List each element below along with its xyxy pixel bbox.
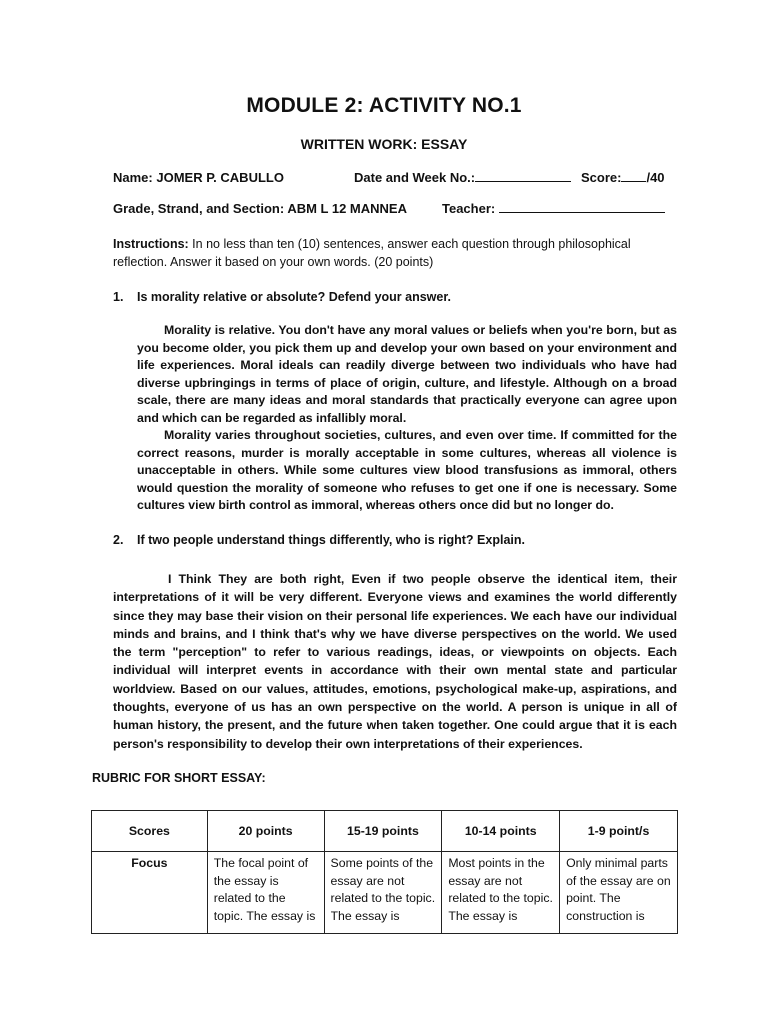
answer-paragraph: Morality is relative. You don't have any moral values or beliefs when you're born, but as you become older, you pick them up and develop your own based on your environment and life experiences. Moral ideals can readily diverge between two individuals who have had diverse upbringings in terms of place of origin, culture, and lifestyle. Although on a broad scale, there are many ideas and moral standards that practically everyone can agree upon and which can be regarded as infallibly moral. [137, 323, 677, 425]
rubric-cell: The focal point of the essay is related to the topic. The essay is [207, 852, 324, 934]
rubric-cell: Only minimal parts of the essay are on point. The construction is [560, 852, 678, 934]
date-week-field [354, 170, 571, 185]
answer-paragraph: I Think They are both right, Even if two people observe the identical item, their interpretations of it will be very different. Everyone views and examines the world differently since they may base their vision on their personal life experiences. We each have our individual minds and brains, and I think that's why we have diverse perspectives on the world. We used the term "perception" to refer to various readings, ideas, or viewpoints on objects. Each individual will interpret events in accordance with their own mental state and particular worldview. Based on our values, attitudes, emotions, psychological make-up, aspirations, and thoughts, everyone of us has an own perspective on the world. A person is unique in all of human history, the present, and the future when taken together. One could argue that it is each person's responsibility to develop their own interpretations of their experiences. [113, 572, 677, 751]
answer-paragraph: Morality varies throughout societies, cultures, and even over time. If committed for the correct reasons, murder is morally acceptable in some cultures, whereas all violence is unacceptable in others. While some cultures view blood transfusions as immoral, others would question the morality of someone who refuses to get one if one is necessary. Some cultures view birth control as immoral, whereas others once did but no longer do. [137, 428, 677, 512]
rubric-cell: Some points of the essay are not related to the topic. The essay is [324, 852, 442, 934]
instructions-text: In no less than ten (10) sentences, answer each question through philosophical reflection. Answer it based on your own words. (20 points) [113, 237, 631, 269]
date-week-label: Date and Week No.: [354, 170, 476, 185]
instructions [113, 235, 653, 271]
rubric-header-cell: Scores [92, 811, 208, 852]
score-total: /40 [646, 170, 665, 185]
rubric-cell: Most points in the essay are not related to the topic. The essay is [442, 852, 560, 934]
instructions-label: Instructions: [113, 237, 189, 251]
score-blank [621, 170, 646, 182]
rubric-header-row [92, 811, 678, 852]
student-name: Name: JOMER P. CABULLO [113, 170, 284, 185]
page-subtitle: WRITTEN WORK: ESSAY [300, 136, 468, 152]
page-title: MODULE 2: ACTIVITY NO.1 [246, 94, 522, 117]
question-2 [113, 533, 673, 547]
teacher-label: Teacher: [442, 201, 496, 216]
rubric-title: RUBRIC FOR SHORT ESSAY: [92, 771, 266, 785]
rubric-table [91, 810, 678, 934]
date-week-blank [475, 170, 571, 182]
rubric-header-cell: 10-14 points [442, 811, 560, 852]
answer-1 [137, 322, 677, 515]
score-field [581, 170, 665, 185]
teacher-field [442, 201, 665, 216]
question-number: 2. [113, 533, 124, 547]
rubric-header-cell: 15-19 points [324, 811, 442, 852]
rubric-criterion: Focus [92, 852, 208, 934]
teacher-blank [499, 201, 665, 213]
question-text: Is morality relative or absolute? Defend your answer. [137, 290, 451, 304]
rubric-header-cell: 20 points [207, 811, 324, 852]
question-number: 1. [113, 290, 124, 304]
question-text: If two people understand things differently, who is right? Explain. [137, 533, 525, 547]
rubric-row [92, 852, 678, 934]
rubric-header-cell: 1-9 point/s [560, 811, 678, 852]
grade-strand-section: Grade, Strand, and Section: ABM L 12 MANNEA [113, 201, 407, 216]
score-label: Score: [581, 170, 622, 185]
question-1 [113, 290, 673, 304]
answer-2 [113, 570, 677, 753]
